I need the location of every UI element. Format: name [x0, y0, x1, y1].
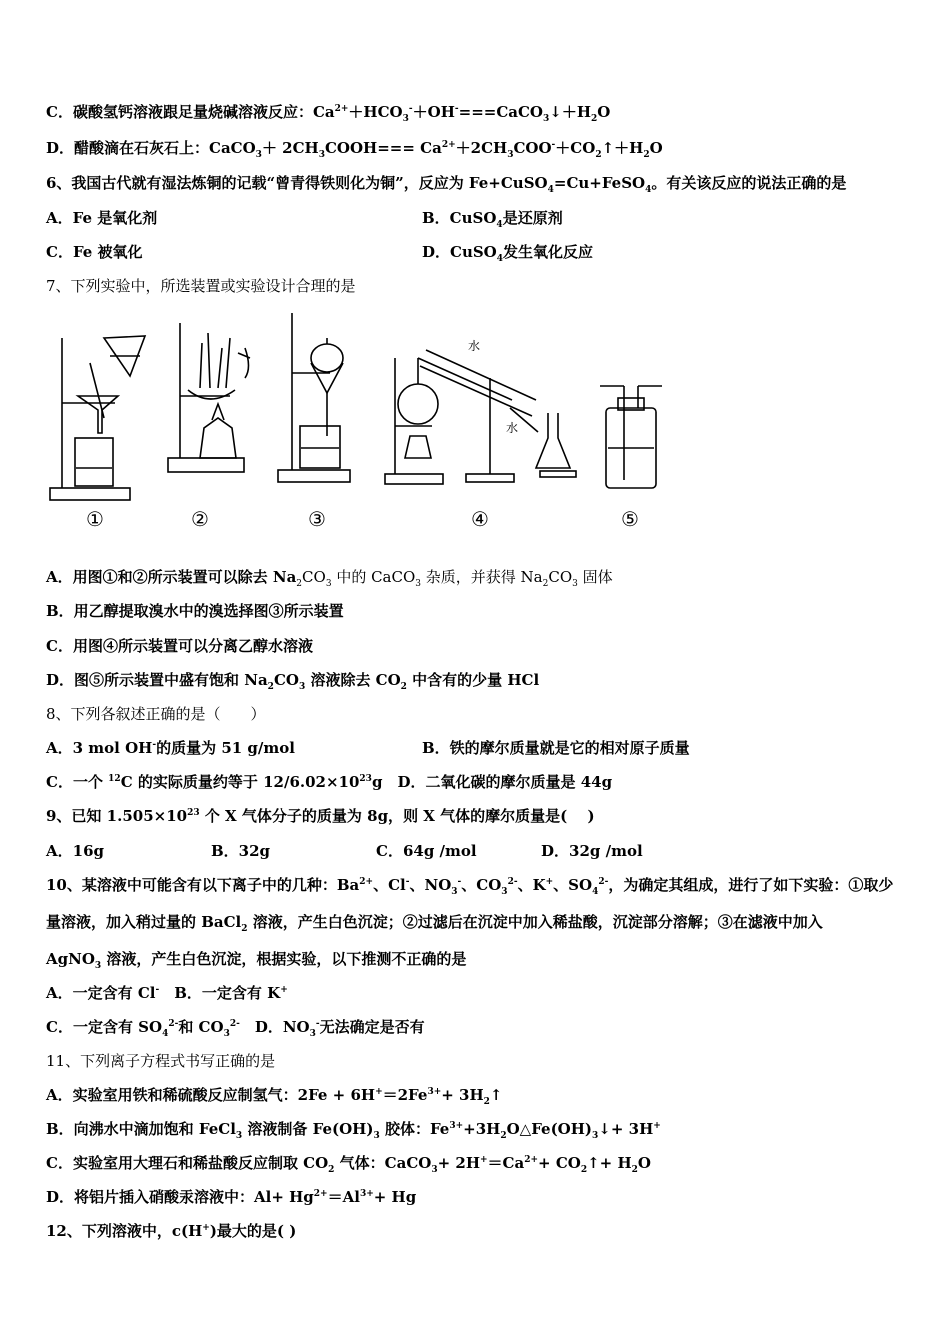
q10-stem-line3: AgNO$_3$ 溶液，产生白色沉淀，根据实验，以下推测不正确的是: [46, 950, 467, 971]
q6-options-cd: C．Fe 被氧化 D．CuSO$_4$发生氧化反应: [46, 243, 594, 264]
apparatus-figure: [40, 308, 680, 538]
q8-options-cd: C．一个 $^{12}$C 的实际质量约等于 $12/6.02\times 10^{23}g$ D．二氧化碳的摩尔质量是 44g: [46, 773, 613, 791]
filtration-apparatus: [50, 336, 145, 500]
q7-stem: 7、下列实验中，所选装置或实验设计合理的是: [46, 277, 356, 295]
distillation-apparatus: [385, 338, 576, 484]
evaporation-apparatus: [168, 323, 250, 472]
label-4: ④: [471, 507, 489, 531]
separatory-funnel-apparatus: [278, 313, 350, 482]
label-2: ②: [191, 507, 209, 531]
q10-stem-line2: 量溶液，加入稍过量的 BaCl$_2$ 溶液，产生白色沉淀；②过滤后在沉淀中加入稀盐酸，沉淀部分溶解；③在滤液中加入: [46, 913, 823, 934]
q6-stem: 6、我国古代就有湿法炼铜的记载“曾青得铁则化为铜”，反应为 Fe+CuSO$_4$=Cu+FeSO$_4$。有关该反应的说法正确的是: [46, 174, 847, 195]
label-3: ③: [308, 507, 326, 531]
q5-option-c: C．碳酸氢钙溶液跟足量烧碱溶液反应：$Ca^{2+}+HCO_3^-+OH^-===CaCO_3↓+H_2O$: [46, 103, 611, 124]
q8-stem: 8、下列各叙述正确的是（ ）: [46, 705, 266, 723]
q9-stem: 9、已知 $1.505\times 10^{23}$ 个 X 气体分子的质量为 8g，则 X 气体的摩尔质量是( ): [46, 807, 595, 825]
q11-option-c: C．实验室用大理石和稀盐酸反应制取 $CO_2$ 气体：CaCO$_3$+ $2H^+=Ca^{2+}+$ $CO_2↑+ H_2O$: [46, 1154, 651, 1175]
q11-stem: 11、下列离子方程式书写正确的是: [46, 1052, 276, 1070]
q6-options-ab: A．Fe 是氧化剂 B．CuSO$_4$是还原剂: [46, 209, 563, 230]
label-5: ⑤: [621, 507, 639, 531]
q7-option-a: A．用图①和②所示装置可以除去 $Na_2CO_3$ 中的 CaCO$_3$ 杂质，并获得 $Na_2CO_3$ 固体: [46, 568, 613, 589]
q10-options-cd: C．一定含有 $SO_4^{2-}$和 $CO_3^{2-}$ D．$NO_3^-$无法确定是否有: [46, 1018, 425, 1039]
q10-stem-line1: 10、某溶液中可能含有以下离子中的几种：$Ba^{2+}$、Cl-、$NO_3^-$、$CO_3^{2-}$、K+、$SO_4^{2-}$，为确定其组成，进行了如下实验：①取少: [46, 876, 894, 897]
q9-options: A．16g B．32g C．64g /mol D．32g /mol: [46, 842, 643, 860]
label-1: ①: [86, 507, 104, 531]
q11-option-d: D．将铝片插入硝酸汞溶液中：$Al+ Hg^{2+}=Al^{3+}+ Hg$: [46, 1188, 417, 1206]
gas-washing-bottle: [600, 386, 662, 488]
q7-option-b: B．用乙醇提取溴水中的溴选择图③所示装置: [46, 602, 344, 620]
q5-option-d: D．醋酸滴在石灰石上：CaCO$_3$＋ $2CH_3COOH===$ $Ca^{2+}+2CH_3COO^-+CO_2↑+H_2O$: [46, 139, 663, 160]
q12-stem: 12、下列溶液中，c(H+)最大的是( ): [46, 1222, 297, 1240]
q8-options-ab: A．3 mol OH-的质量为 51 g/mol B．铁的摩尔质量就是它的相对原子质量: [46, 739, 690, 757]
water-out-label: 水: [506, 421, 519, 435]
q7-option-d: D．图⑤所示装置中盛有饱和 $Na_2CO_3$ 溶液除去 $CO_2$ 中含有的少量 HCl: [46, 671, 540, 692]
water-in-label: 水: [468, 339, 481, 353]
q11-option-a: A．实验室用铁和稀硫酸反应制氢气：$2Fe + 6H^+=2Fe^{3+}+$ $3H_2↑$: [46, 1086, 503, 1107]
q10-options-ab: A．一定含有 Cl- B．一定含有 K+: [46, 984, 288, 1002]
q7-option-c: C．用图④所示装置可以分离乙醇水溶液: [46, 637, 313, 655]
q11-option-b: B．向沸水中滴加饱和 FeCl$_3$ 溶液制备 $Fe(OH)_3$ 胶体：$Fe^{3+}+3H_2O\triangle Fe(OH)_3↓+ 3H^+$: [46, 1120, 661, 1141]
